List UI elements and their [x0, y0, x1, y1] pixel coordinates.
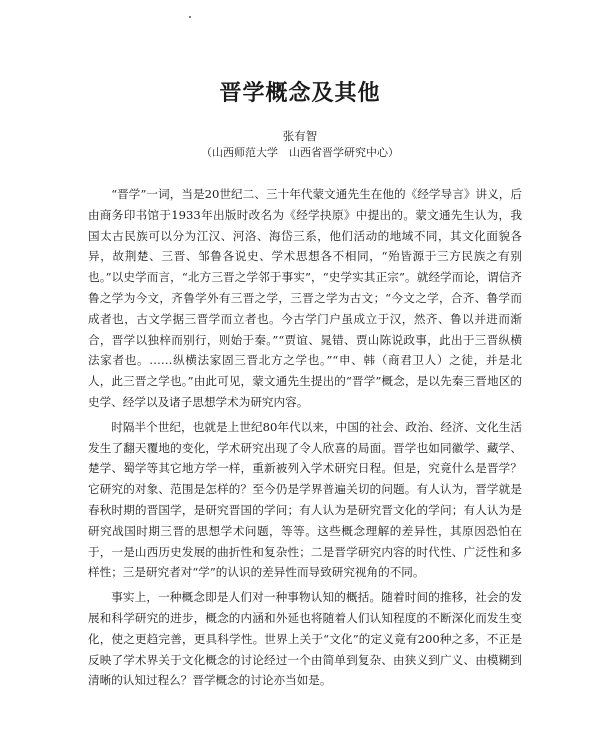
- scan-speck: [189, 16, 191, 18]
- article-body: [88, 184, 522, 695]
- author-affiliation: （山西师范大学 山西省晋学研究中心）: [201, 146, 399, 159]
- paragraph: “晋学”一词，当是20世纪二、三十年代蒙文通先生在他的《经学导言》讲义，后由商务印书馆于1933年出版时改名为《经学抉原》中提出的。蒙文通先生认为，我国太古民族可以分为江汉、河洛、海岱三系，他们活动的地域不同，其文化面貌各异，故荆楚、三晋、邹鲁各说史、学术思想各不相同，“殆皆源于三方民族之有别也。”以史学而言，“北方三晋之学邻于事实”，“史学实其正宗”。就经学而论，谓信齐鲁之学为今文，齐鲁学外有三晋之学，三晋之学为古文；“今文之学，合齐、鲁学而成者也，古文学据三晋学而立者也。今古学门户虽成立于汉，然齐、鲁以并进而渐合，晋学以独梓而别行，则始于秦。”“贾谊、晁错、贾山陈说政事，此出于三晋纵横法家者也。……纵横法家固三晋北方之学也。”“申、韩（商君卫人）之徒，并是北人，此三晋之学也。”由此可见，蒙文通先生提出的“晋学”概念，是以先秦三晋地区的史学、经学以及诸子思想学术为研究内容。: [88, 187, 522, 409]
- paragraph: 事实上，一种概念即是人们对一种事物认知的概括。随着时间的推移，社会的发展和科学研究的进步，概念的内涵和外延也将随着人们认知程度的不断深化而发生变化，使之更趋完善，更具科学性。世界上关于“文化”的定义竟有200种之多，不正是反映了学术界关于文化概念的讨论经过一个由简单到复杂、由狭义到广义、由模糊到清晰的认知过程么？晋学概念的讨论亦当如是。: [88, 590, 522, 688]
- article-title: 晋学概念及其他: [219, 80, 381, 106]
- paragraph: 时隔半个世纪，也就是上世纪80年代以来，中国的社会、政治、经济、文化生活发生了翻天覆地的变化，学术研究出现了令人欣喜的局面。晋学也如同徽学、藏学、楚学、蜀学等其它地方学一样，重新被列入学术研究日程。但是，究竟什么是晋学？它研究的对象、范围是怎样的？至今仍是学界普遍关切的问题。有人认为，晋学就是春秋时期的晋国学，是研究晋国的学问；有人认为是研究晋文化的学问；有人认为是研究战国时期三晋的思想学术问题，等等。这些概念理解的差异性，其原因恐怕在于，一是山西历史发展的曲折性和复杂性；二是晋学研究内容的时代性、广泛性和多样性；三是研究者对“学”的认识的差异性而导致研究视角的不同。: [88, 419, 522, 580]
- author-name: 张有智: [282, 129, 318, 143]
